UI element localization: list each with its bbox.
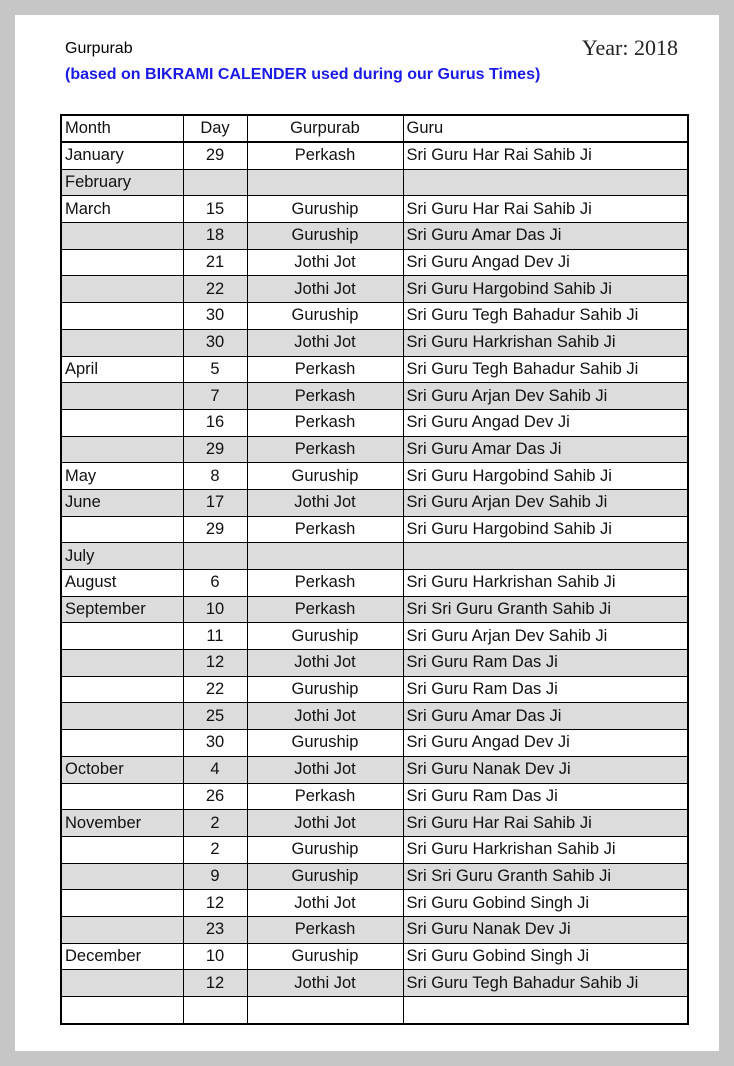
day-cell: 11: [183, 623, 247, 650]
guru-cell: [403, 169, 688, 196]
gurpurab-cell: Guruship: [247, 303, 403, 330]
gurpurab-cell: Guruship: [247, 463, 403, 490]
day-cell: [183, 169, 247, 196]
guru-cell: Sri Guru Nanak Dev Ji: [403, 756, 688, 783]
table-row: [61, 543, 688, 570]
document-page: [15, 15, 719, 1051]
month-cell: [61, 436, 183, 463]
guru-cell: Sri Guru Tegh Bahadur Sahib Ji: [403, 303, 688, 330]
gurpurab-cell: Perkash: [247, 356, 403, 383]
day-cell: 21: [183, 249, 247, 276]
guru-cell: Sri Sri Guru Granth Sahib Ji: [403, 863, 688, 890]
gurpurab-cell: Jothi Jot: [247, 276, 403, 303]
month-cell: April: [61, 356, 183, 383]
table-row: [61, 650, 688, 677]
month-cell: [61, 916, 183, 943]
gurpurab-cell: Perkash: [247, 783, 403, 810]
gurpurab-cell: Perkash: [247, 516, 403, 543]
guru-cell: [403, 997, 688, 1024]
gurpurab-cell: Guruship: [247, 223, 403, 250]
day-cell: 30: [183, 303, 247, 330]
gurpurab-cell: [247, 543, 403, 570]
table-row: [61, 276, 688, 303]
gurpurab-cell: Jothi Jot: [247, 970, 403, 997]
gurpurab-cell: Perkash: [247, 596, 403, 623]
day-cell: 12: [183, 650, 247, 677]
day-cell: 9: [183, 863, 247, 890]
month-cell: [61, 676, 183, 703]
guru-cell: Sri Guru Ram Das Ji: [403, 676, 688, 703]
table-row: [61, 596, 688, 623]
month-cell: June: [61, 489, 183, 516]
guru-cell: Sri Guru Amar Das Ji: [403, 703, 688, 730]
month-cell: May: [61, 463, 183, 490]
column-header-day: Day: [183, 115, 247, 142]
day-cell: 17: [183, 489, 247, 516]
gurpurab-cell: Guruship: [247, 676, 403, 703]
table-row: [61, 836, 688, 863]
column-header-month: Month: [61, 115, 183, 142]
guru-cell: Sri Guru Har Rai Sahib Ji: [403, 810, 688, 837]
table-row: [61, 463, 688, 490]
guru-cell: Sri Guru Tegh Bahadur Sahib Ji: [403, 970, 688, 997]
month-cell: December: [61, 943, 183, 970]
table-row: [61, 516, 688, 543]
month-cell: [61, 890, 183, 917]
month-cell: [61, 409, 183, 436]
table-row: [61, 383, 688, 410]
month-cell: [61, 783, 183, 810]
table-row: [61, 970, 688, 997]
guru-cell: Sri Guru Arjan Dev Sahib Ji: [403, 489, 688, 516]
month-cell: [61, 383, 183, 410]
gurpurab-cell: Jothi Jot: [247, 489, 403, 516]
table-header-row: [61, 115, 688, 142]
day-cell: 2: [183, 810, 247, 837]
table-row: [61, 890, 688, 917]
guru-cell: Sri Guru Nanak Dev Ji: [403, 916, 688, 943]
month-cell: [61, 516, 183, 543]
day-cell: [183, 997, 247, 1024]
guru-cell: Sri Guru Ram Das Ji: [403, 650, 688, 677]
table-row: [61, 916, 688, 943]
gurpurab-cell: Perkash: [247, 383, 403, 410]
guru-cell: Sri Guru Angad Dev Ji: [403, 249, 688, 276]
day-cell: 25: [183, 703, 247, 730]
table-row: [61, 943, 688, 970]
table-row: [61, 676, 688, 703]
guru-cell: Sri Guru Harkrishan Sahib Ji: [403, 836, 688, 863]
month-cell: [61, 303, 183, 330]
table-row: [61, 783, 688, 810]
gurpurab-cell: [247, 997, 403, 1024]
guru-cell: Sri Guru Angad Dev Ji: [403, 730, 688, 757]
day-cell: 30: [183, 329, 247, 356]
day-cell: 30: [183, 730, 247, 757]
guru-cell: Sri Guru Hargobind Sahib Ji: [403, 276, 688, 303]
month-cell: [61, 863, 183, 890]
page-title: Gurpurab: [65, 40, 133, 57]
guru-cell: Sri Guru Amar Das Ji: [403, 223, 688, 250]
guru-cell: Sri Guru Harkrishan Sahib Ji: [403, 329, 688, 356]
guru-cell: Sri Guru Gobind Singh Ji: [403, 943, 688, 970]
guru-cell: Sri Guru Hargobind Sahib Ji: [403, 516, 688, 543]
month-cell: February: [61, 169, 183, 196]
month-cell: November: [61, 810, 183, 837]
day-cell: 8: [183, 463, 247, 490]
day-cell: 4: [183, 756, 247, 783]
day-cell: 5: [183, 356, 247, 383]
day-cell: 12: [183, 890, 247, 917]
guru-cell: Sri Guru Tegh Bahadur Sahib Ji: [403, 356, 688, 383]
month-cell: [61, 276, 183, 303]
guru-cell: Sri Guru Arjan Dev Sahib Ji: [403, 623, 688, 650]
month-cell: [61, 730, 183, 757]
day-cell: 18: [183, 223, 247, 250]
gurpurab-cell: Guruship: [247, 730, 403, 757]
day-cell: 29: [183, 142, 247, 169]
month-cell: [61, 329, 183, 356]
day-cell: 10: [183, 596, 247, 623]
guru-cell: Sri Sri Guru Granth Sahib Ji: [403, 596, 688, 623]
guru-cell: Sri Guru Harkrishan Sahib Ji: [403, 570, 688, 597]
table-row: [61, 730, 688, 757]
gurpurab-cell: Perkash: [247, 436, 403, 463]
month-cell: October: [61, 756, 183, 783]
column-header-guru: Guru: [403, 115, 688, 142]
month-cell: [61, 623, 183, 650]
gurpurab-cell: Guruship: [247, 623, 403, 650]
gurpurab-cell: Guruship: [247, 943, 403, 970]
gurpurab-cell: Jothi Jot: [247, 810, 403, 837]
table-row: [61, 997, 688, 1024]
table-row: [61, 863, 688, 890]
table-row: [61, 329, 688, 356]
guru-cell: Sri Guru Har Rai Sahib Ji: [403, 142, 688, 169]
guru-cell: Sri Guru Ram Das Ji: [403, 783, 688, 810]
gurpurab-cell: Perkash: [247, 916, 403, 943]
gurpurab-cell: Jothi Jot: [247, 249, 403, 276]
month-cell: January: [61, 142, 183, 169]
day-cell: 12: [183, 970, 247, 997]
month-cell: [61, 970, 183, 997]
day-cell: 7: [183, 383, 247, 410]
day-cell: 15: [183, 196, 247, 223]
day-cell: 23: [183, 916, 247, 943]
gurpurab-cell: Guruship: [247, 836, 403, 863]
year-label: Year: 2018: [581, 35, 678, 60]
table-row: [61, 489, 688, 516]
guru-cell: Sri Guru Amar Das Ji: [403, 436, 688, 463]
gurpurab-cell: Guruship: [247, 196, 403, 223]
day-cell: 29: [183, 516, 247, 543]
guru-cell: Sri Guru Arjan Dev Sahib Ji: [403, 383, 688, 410]
month-cell: August: [61, 570, 183, 597]
guru-cell: Sri Guru Har Rai Sahib Ji: [403, 196, 688, 223]
gurpurab-cell: Jothi Jot: [247, 329, 403, 356]
table-row: [61, 356, 688, 383]
gurpurab-cell: Jothi Jot: [247, 703, 403, 730]
gurpurab-cell: Perkash: [247, 409, 403, 436]
gurpurab-cell: Jothi Jot: [247, 756, 403, 783]
table-row: [61, 249, 688, 276]
guru-cell: Sri Guru Angad Dev Ji: [403, 409, 688, 436]
day-cell: 22: [183, 276, 247, 303]
table-body: [61, 142, 688, 1024]
day-cell: 22: [183, 676, 247, 703]
table-row: [61, 303, 688, 330]
day-cell: 10: [183, 943, 247, 970]
guru-cell: Sri Guru Gobind Singh Ji: [403, 890, 688, 917]
day-cell: 29: [183, 436, 247, 463]
month-cell: March: [61, 196, 183, 223]
day-cell: 6: [183, 570, 247, 597]
day-cell: 2: [183, 836, 247, 863]
day-cell: 16: [183, 409, 247, 436]
table-row: [61, 409, 688, 436]
gurpurab-cell: Perkash: [247, 570, 403, 597]
gurpurab-cell: Jothi Jot: [247, 650, 403, 677]
gurpurab-cell: Perkash: [247, 142, 403, 169]
day-cell: [183, 543, 247, 570]
month-cell: [61, 249, 183, 276]
table-row: [61, 623, 688, 650]
guru-cell: [403, 543, 688, 570]
table-row: [61, 703, 688, 730]
month-cell: [61, 836, 183, 863]
month-cell: [61, 703, 183, 730]
month-cell: [61, 997, 183, 1024]
month-cell: September: [61, 596, 183, 623]
table-row: [61, 223, 688, 250]
month-cell: July: [61, 543, 183, 570]
column-header-gurpurab: Gurpurab: [247, 115, 403, 142]
table-row: [61, 436, 688, 463]
table-row: [61, 810, 688, 837]
table-row: [61, 169, 688, 196]
day-cell: 26: [183, 783, 247, 810]
month-cell: [61, 223, 183, 250]
table-row: [61, 196, 688, 223]
gurpurab-cell: Jothi Jot: [247, 890, 403, 917]
gurpurab-cell: [247, 169, 403, 196]
page-subtitle: (based on BIKRAMI CALENDER used during our Gurus Times): [65, 66, 541, 83]
gurpurab-cell: Guruship: [247, 863, 403, 890]
table-row: [61, 142, 688, 169]
gurpurab-table: [60, 114, 689, 1025]
table-row: [61, 570, 688, 597]
table-row: [61, 756, 688, 783]
month-cell: [61, 650, 183, 677]
guru-cell: Sri Guru Hargobind Sahib Ji: [403, 463, 688, 490]
